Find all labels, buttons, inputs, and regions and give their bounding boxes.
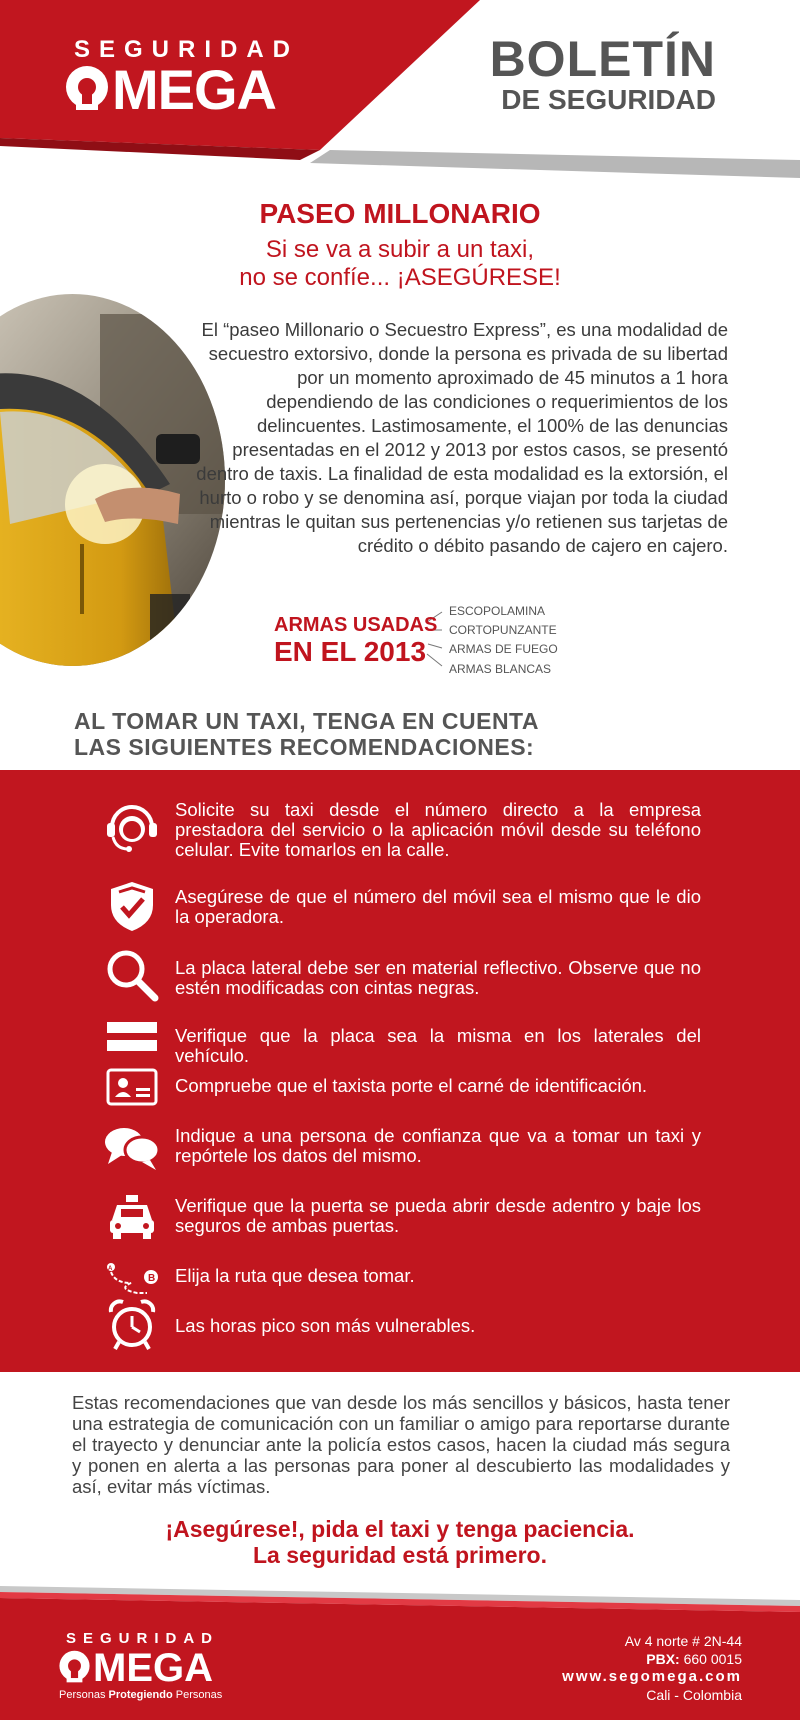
article-subtitle (180, 236, 620, 292)
logo-wordmark-top: SEGURIDAD (74, 36, 300, 63)
weapons-label-line1: ARMAS USADAS (274, 614, 438, 636)
footer-contact (562, 1632, 742, 1704)
intro-paragraph: El “paseo Millonario o Secuestro Express”, es una modalidad de secuestro extorsivo, donde la persona es privada de su libertad por un momento aproximado de 45 minutos a 1 hora dependiendo de las condiciones o requerimientos de los delincuentes. Lastimosamente, el 100% de las denuncias presentadas en el 2012 y 2013 por estos casos, se presentó dentro de taxis. La finalidad de esta modalidad es la extorsión, el hurto o robo y se denomina así, porque viajan por toda la ciudad mientras le quitan sus pertenencias y/o retienen sus tarjetas de crédito o débito pasando de cajero en cajero. (196, 319, 728, 556)
weapon-item: ESCOPOLAMINA (449, 604, 546, 618)
footer-logo-wordmark-top: SEGURIDAD (66, 1630, 220, 1647)
recommendation-text: Verifique que la placa sea la misma en los laterales del vehículo. (175, 1025, 701, 1066)
logo-pin-icon (64, 64, 110, 116)
weapon-item: CORTOPUNZANTE (449, 623, 557, 637)
tagline-part: Personas (59, 1689, 109, 1701)
logo-wordmark-main: MEGA (112, 58, 276, 121)
pbx-number: 660 0015 (679, 1651, 742, 1667)
recommendations-heading-line1: AL TOMAR UN TAXI, TENGA EN CUENTA (74, 708, 539, 734)
recommendations-panel (0, 770, 800, 1372)
footer-city: Cali - Colombia (646, 1687, 742, 1703)
recommendation-text: Verifique que la puerta se pueda abrir desde adentro y baje los seguros de ambas puertas. (175, 1195, 701, 1236)
subtitle-line2: no se confíe... ¡ASEGÚRESE! (239, 264, 561, 291)
alarm-clock-icon (100, 1298, 164, 1352)
bulletin-title (489, 31, 716, 115)
footer-logo-wordmark-main: MEGA (93, 1646, 213, 1690)
recommendation-text: Asegúrese de que el número del móvil sea el mismo que le dio la operadora. (175, 886, 701, 927)
footer-tagline (59, 1689, 222, 1701)
header (0, 0, 800, 180)
pbx-label: PBX: (646, 1651, 680, 1667)
slogan-line1: ¡Asegúrese!, pida el taxi y tenga paciencia. (165, 1516, 635, 1542)
svg-text:B: B (148, 1273, 156, 1284)
footer-pbx (562, 1650, 742, 1668)
weapons-label-line2: EN EL 2013 (274, 636, 427, 667)
footer-website-link[interactable]: www.segomega.com (562, 1668, 742, 1685)
recommendations-heading (74, 708, 674, 760)
recommendation-text: La placa lateral debe ser en material reflectivo. Observe que no estén modificadas con cintas negras. (175, 957, 701, 998)
plate-bars-icon (100, 1010, 164, 1064)
closing-paragraph: Estas recomendaciones que van desde los más sencillos y básicos, hasta tener una estrategia de comunicación con un familiar o amigo para reportarse durante el trayecto y denunciar ante la policía estos casos, hacen la ciudad más segura y ponen en alerta a las personas para poner al descubierto las modalidades y así, evitar más víctimas. (72, 1392, 730, 1497)
tagline-emphasis: Protegiendo (108, 1689, 173, 1701)
recommendation-text: Indique a una persona de confianza que va a tomar un taxi y repórtele los datos del mismo. (175, 1125, 701, 1166)
footer-logo-pin-icon (58, 1649, 91, 1687)
weapon-item: ARMAS DE FUEGO (449, 642, 558, 656)
taxi-icon (100, 1190, 164, 1244)
footer-company-logo (58, 1648, 213, 1688)
company-logo (64, 58, 276, 121)
shield-check-icon (100, 879, 164, 933)
tagline-part: Personas (172, 1689, 223, 1701)
magnifier-icon (100, 948, 164, 1002)
bulletin-title-line1: BOLETÍN (489, 31, 716, 87)
headset-operator-icon (100, 800, 164, 854)
subtitle-line1: Si se va a subir a un taxi, (265, 236, 535, 263)
closing-slogan (100, 1516, 700, 1568)
svg-text:A: A (108, 1266, 113, 1272)
weapons-used-graphic (270, 602, 570, 682)
footer (0, 1580, 800, 1720)
recommendation-text: Las horas pico son más vulnerables. (175, 1315, 476, 1336)
recommendations-heading-line2: LAS SIGUIENTES RECOMENDACIONES: (74, 734, 535, 760)
footer-address: Av 4 norte # 2N-44 (624, 1633, 742, 1649)
recommendation-text: Compruebe que el taxista porte el carné de identificación. (175, 1075, 648, 1096)
recommendation-text: Solicite su taxi desde el número directo a la empresa prestadora del servicio o la aplicación móvil desde su teléfono celular. Evite tomarlos en la calle. (175, 799, 701, 860)
bulletin-title-line2: DE SEGURIDAD (501, 84, 716, 115)
chat-bubbles-icon (100, 1120, 164, 1174)
weapon-item: ARMAS BLANCAS (449, 662, 552, 676)
slogan-line2: La seguridad está primero. (253, 1542, 547, 1568)
recommendation-text: Elija la ruta que desea tomar. (175, 1265, 415, 1286)
article-title: PASEO MILLONARIO (259, 198, 541, 229)
id-card-icon (100, 1060, 164, 1114)
